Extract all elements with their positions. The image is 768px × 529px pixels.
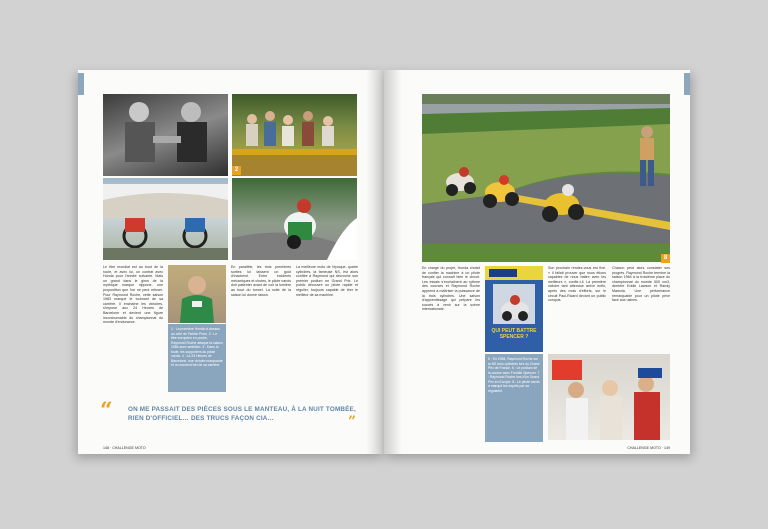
body-column-1: En charge du projet, Honda choisit de confier la machine à un pilote français qui connaît bien le circuit. Les essais s'enchaînent au rythme des courses et Raymond Roche apprend à maîtriser la puissance de la trois cylindres. Une saison d'apprentissage qui prépare les succès à venir sur la scène internationale. — [422, 266, 480, 312]
team-photo — [103, 178, 228, 260]
photo-number-badge: 2 — [232, 166, 241, 175]
right-page — [384, 70, 690, 454]
magazine-spread — [78, 70, 690, 454]
racing-photo — [232, 178, 357, 260]
photo-number-badge: 8 — [661, 254, 670, 263]
left-folio: 148 · CHALLENGE MOTO — [103, 446, 146, 450]
race-photo — [422, 94, 670, 262]
left-page — [78, 70, 384, 454]
right-folio: CHALLENGE MOTO · 149 — [627, 446, 670, 450]
crowd-photo — [232, 94, 357, 176]
podium-photo — [548, 354, 670, 440]
body-column-2: Son prochain rendez-vous est fixé. « Il fallait prouver que nous étions capables de nous battre avec les meilleurs », confie-t-il. La première victoire tant attendue arrive enfin, après des mois d'efforts, sur le circuit Paul-Ricard devant un public conquis. — [548, 266, 606, 303]
body-column-2: En parallèle, les trois premières sorties lui laissent un goût d'inachevé. Entre incidents mécaniques et chutes, le pilote varois doit patienter avant de voir la lumière au bout du tunnel. La suite de la saison lui donne raison. — [231, 265, 291, 297]
pull-quote — [100, 400, 370, 440]
photo-caption: 1 : La première Honda ci-dessus au côté de Patrick Pons. 2 : Le titre européen en poche, Raymond Roche attaque la saison 1984 avec ambition. 3 : Dans la foule, les supporters du pilote varois. 4 : La 24 Heures de Barcelone, une victoire marquante et un moment fort de sa carrière. — [168, 324, 226, 392]
pull-quote-text: ON ME PASSAIT DES PIÈCES SOUS LE MANTEAU, À LA NUIT TOMBÉE, RIEN D'OFFICIEL… DES TRUCS FAÇON CIA… — [128, 406, 356, 422]
portrait-photo — [168, 265, 226, 323]
gutter-shadow — [366, 70, 384, 454]
page-tab — [684, 73, 690, 95]
page-tab — [78, 73, 84, 95]
cover-headline: QUI PEUT BATTRE SPENCER ? — [491, 328, 537, 340]
gutter-shadow — [384, 70, 402, 454]
body-column-3: Chacun peut alors constater ses progrès. Raymond Roche termine la saison 1984 à la troisième place du championnat du monde 500 cm3, derrière Eddie Lawson et Randy Mamola. Une performance remarquable pour un pilote privé face aux usines. — [612, 266, 670, 303]
magazine-cover-photo — [485, 266, 543, 352]
body-column-3: La meilleure moto de l'époque, quatre cylindres, la fameuse NS, est alors confiée à Raymond qui décroche son premier podium en Grand Prix. Le public découvre un pilote rapide et régulier, toujours capable de tirer le meilleur de sa machine. — [296, 265, 358, 297]
handshake-photo — [103, 94, 228, 176]
close-quote-mark: ” — [348, 414, 357, 430]
open-quote-mark: “ — [100, 398, 113, 424]
body-column-1: Le titre mondial est au bout de la route, et avec lui, un contrat avec Honda pour l'année suivante. Mais un grand dans le giron de la mythique marque nippone, une proposition que l'on ne peut refuser. Pour Raymond Roche, cette saison 1983 marque le tournant de sa carrière. Il enchaîne les victoires, s'impose aux 24 Heures de Barcelone et devient une figure incontournable du championnat du monde d'endurance. — [103, 265, 163, 325]
photo-caption: 5 : En 1984, Raymond Roche sur la NS trois cylindres lors du Grand Prix de France. 6 : Le podium de la course avec Freddie Spencer. 7 : Raymond Roche lors d'un Grand Prix en Europe. 8 : Le pilote varois a marqué les esprits par sa régularité. — [485, 354, 543, 442]
